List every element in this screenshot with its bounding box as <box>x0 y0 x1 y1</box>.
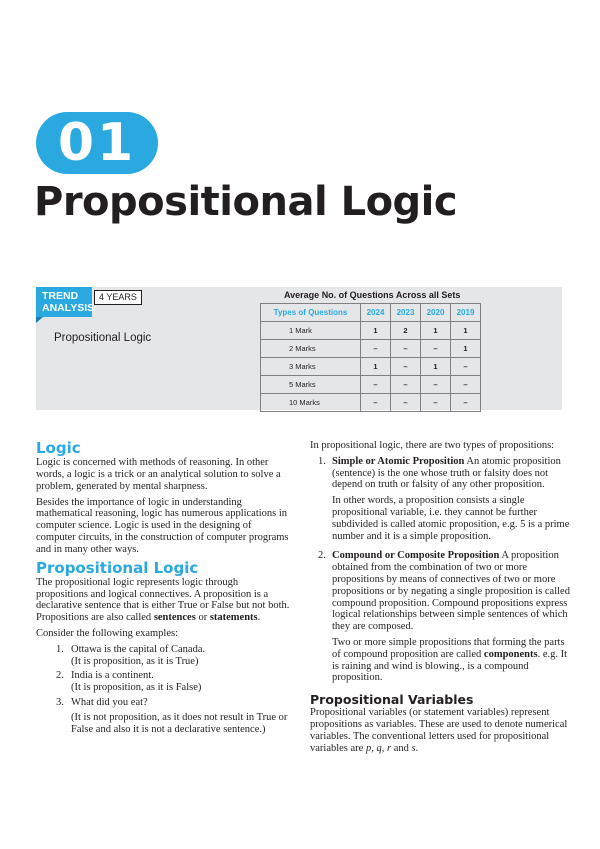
trend-tag-fold <box>36 317 43 323</box>
chapter-number: 01 <box>57 113 137 173</box>
table-caption: Average No. of Questions Across all Sets <box>284 290 461 300</box>
list-number: 2. <box>56 670 64 682</box>
section-heading-propositional-logic: Propositional Logic <box>36 558 199 577</box>
paragraph <box>332 550 572 633</box>
list-number: 1. <box>318 455 326 467</box>
trend-tag-line2: ANALYSIS <box>42 302 95 314</box>
example-text: India is a continent. <box>71 670 154 682</box>
years-badge: 4 YEARS <box>94 290 142 305</box>
example-note: (It is proposition, as it is True) <box>71 655 199 667</box>
table-row <box>261 376 481 394</box>
table-row <box>261 394 481 412</box>
text-run: . e.g. It is raining and wind is blowing., is a compound proposition. <box>332 648 568 684</box>
row-value: – <box>451 376 481 394</box>
variable-letter: s <box>411 742 416 754</box>
paragraph: Logic is concerned with methods of reasoning. In other words, a logic is a trick or an analytical solution to solve a problem, generated by mental sharpness. <box>36 457 281 492</box>
row-value: – <box>421 376 451 394</box>
text-run: Two or more simple propositions that forming the parts of compound proposition are called <box>332 636 565 660</box>
list-item <box>318 550 572 688</box>
row-value: 1 <box>421 322 451 340</box>
list-item <box>318 456 572 547</box>
header-year: 2019 <box>451 304 481 322</box>
example-text: Ottawa is the capital of Canada. <box>71 643 206 655</box>
paragraph <box>332 637 572 684</box>
examples-list <box>56 644 292 736</box>
trend-analysis-panel <box>36 287 562 410</box>
table-row <box>261 340 481 358</box>
text-run: or <box>195 612 210 624</box>
row-type: 1 Mark <box>261 322 361 340</box>
paragraph: Besides the importance of logic in understanding mathematical reasoning, logic has numerous applications in computer science. Logic is used in the designing of computer circuits, in the construction of computer programs and in many other ways. <box>36 496 289 555</box>
row-value: – <box>451 394 481 412</box>
example-note: (It is proposition, as it is False) <box>71 682 202 694</box>
paragraph: In propositional logic, there are two types of propositions: <box>310 440 555 451</box>
term-simple-proposition: Simple or Atomic Proposition <box>332 455 465 467</box>
paragraph: In other words, a proposition consists a single propositional variable, i.e. they cannot be further subdivided is called atomic proposition, e.g. 5 is a prime number and it is a simple proposition. <box>332 495 570 542</box>
right-column <box>310 440 572 758</box>
chapter-number-badge <box>36 112 158 174</box>
row-value: 1 <box>361 322 391 340</box>
row-value: – <box>391 340 421 358</box>
list-item <box>56 644 292 668</box>
trend-topic-label: Propositional Logic <box>54 332 152 344</box>
example-note: (It is not proposition, as it does not result in True or False and also it is not a declarative sentence.) <box>71 711 288 735</box>
term-components: components <box>483 648 538 660</box>
text-run: Propositional variables (or statement variables) represent propositions as variables. These are used to denote numerical variables. The conventional letters used for propositional variables are <box>310 707 568 754</box>
header-type: Types of Questions <box>261 304 361 322</box>
example-text: What did you eat? <box>71 697 148 709</box>
row-type: 2 Marks <box>261 340 361 358</box>
text-run: An atomic proposition (sentence) is the one whose truth or falsity does not depend on truth or falsity of any other proposition. <box>332 455 561 491</box>
row-value: 1 <box>451 322 481 340</box>
paragraph: Consider the following examples: <box>36 628 179 640</box>
table-row <box>261 322 481 340</box>
text-run: . <box>257 612 261 624</box>
text-run: A proposition obtained from the combination of two or more propositions by means of connectives of two or more propositions or by negating a single proposition is called compound proposition. Compound propositions express logical relationships between simple sentences of which they are composed. <box>332 550 570 633</box>
paragraph <box>310 707 572 754</box>
text-run: The propositional logic represents logic through propositions and logical connectives. A proposition is a declarative sentence that is either True or False but not both. Propositions are also called <box>36 576 290 624</box>
term-compound-proposition: Compound or Composite Proposition <box>332 550 500 562</box>
row-type: 5 Marks <box>261 376 361 394</box>
section-heading-propositional-variables: Propositional Variables <box>310 692 474 708</box>
variable-letters: p, q, r <box>365 742 392 754</box>
row-value: – <box>421 340 451 358</box>
row-value: 1 <box>451 340 481 358</box>
header-year: 2020 <box>421 304 451 322</box>
paragraph <box>332 456 572 491</box>
row-value: – <box>451 358 481 376</box>
row-value: – <box>361 394 391 412</box>
list-item <box>56 670 292 694</box>
trend-analysis-tag <box>36 287 95 317</box>
table-row <box>261 358 481 376</box>
left-column <box>36 440 292 738</box>
row-value: – <box>391 358 421 376</box>
row-value: 1 <box>361 358 391 376</box>
row-value: – <box>391 394 421 412</box>
text-run: . <box>415 742 419 754</box>
chapter-title: Propositional Logic <box>34 179 458 225</box>
row-value: 2 <box>391 322 421 340</box>
row-value: – <box>361 376 391 394</box>
row-type: 10 Marks <box>261 394 361 412</box>
list-number: 2. <box>318 550 326 562</box>
row-value: – <box>391 376 421 394</box>
text-run: and <box>391 742 412 754</box>
list-item <box>56 697 292 735</box>
row-value: – <box>361 340 391 358</box>
list-number: 3. <box>56 697 64 709</box>
paragraph <box>36 577 292 624</box>
row-type: 3 Marks <box>261 358 361 376</box>
header-year: 2023 <box>391 304 421 322</box>
term-sentences: sentences <box>153 612 196 624</box>
row-value: – <box>421 394 451 412</box>
section-heading-logic: Logic <box>36 439 81 457</box>
trend-tag-line1: TREND <box>42 290 79 302</box>
term-statements: statements <box>209 612 258 624</box>
header-year: 2024 <box>361 304 391 322</box>
table-header-row <box>261 304 481 322</box>
questions-table <box>260 303 481 412</box>
list-number: 1. <box>56 643 64 655</box>
row-value: 1 <box>421 358 451 376</box>
